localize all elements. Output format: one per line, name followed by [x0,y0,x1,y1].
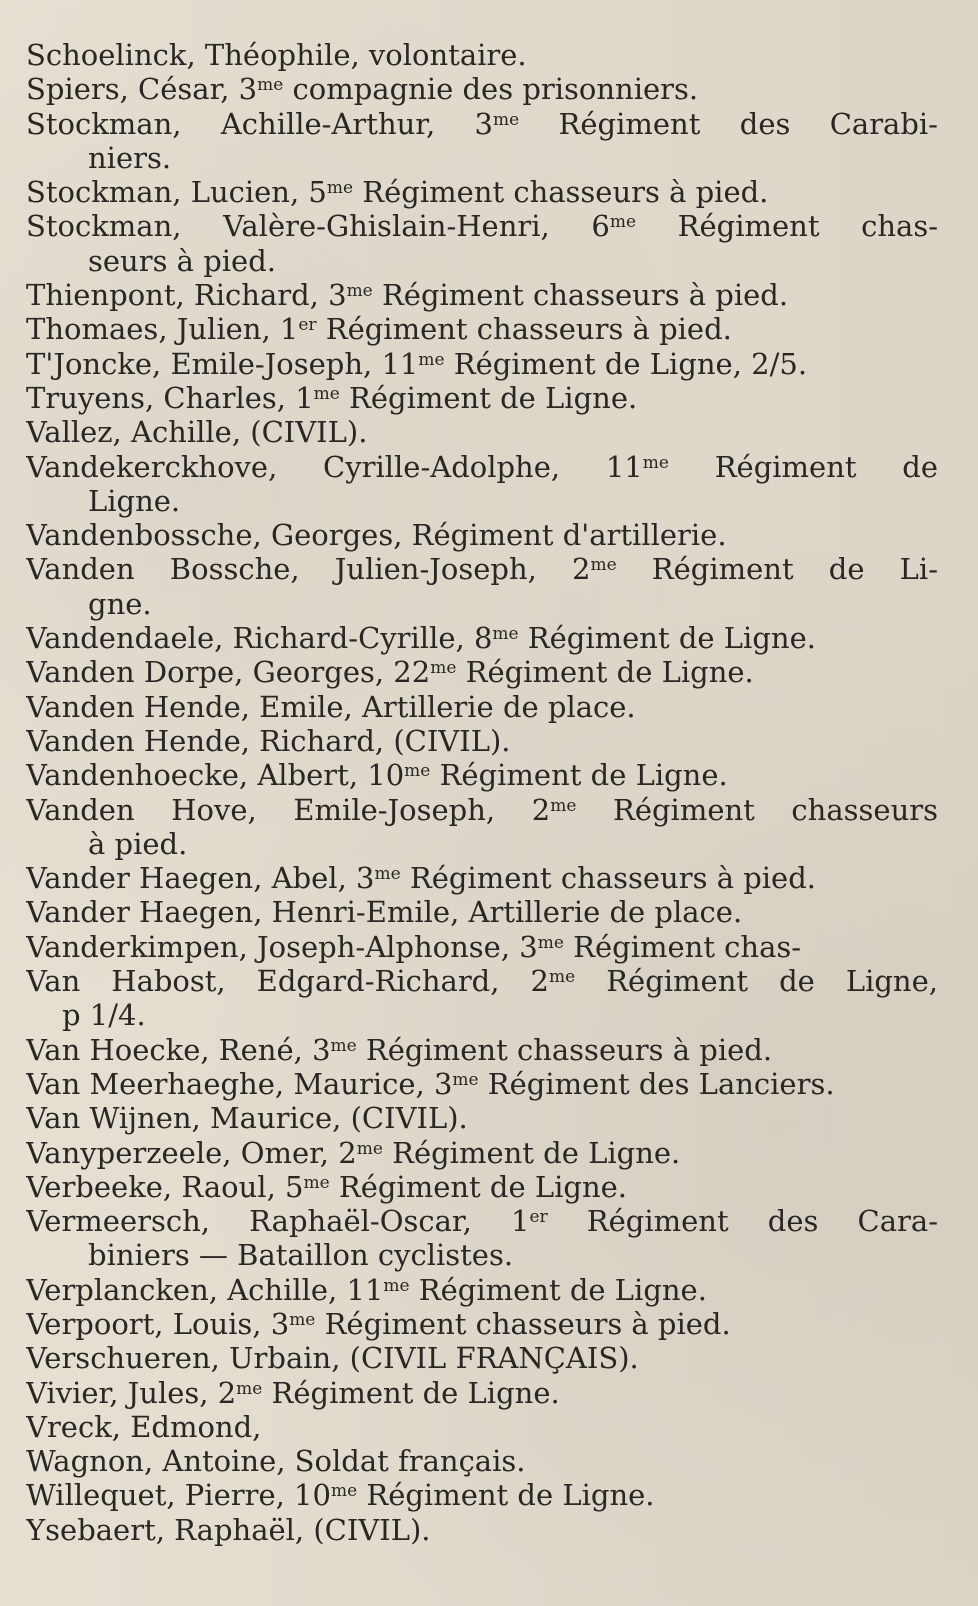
entry-text: Vanden Bossche, Julien-Joseph, 2 [26,552,591,587]
entry-text: Vander Haegen, Abel, 3 [26,861,375,896]
ordinal-suffix: me [289,1309,316,1330]
entry-unit: Régiment des Cara- [547,1204,938,1239]
entry-unit: Régiment de Ligne. [409,1272,707,1307]
entry-line [26,450,938,484]
entry-line [26,1067,938,1101]
entry-text: Vanyperzeele, Omer, 2 [26,1135,357,1170]
entry-text: Van Wijnen, Maurice, (CIVIL). [26,1101,468,1136]
entry-line [26,1273,938,1307]
entry-text: Stockman, Lucien, 5 [26,175,327,210]
entry-unit: Régiment de Li- [616,552,938,587]
entry-line [26,1033,938,1067]
entry-text: Van Hoecke, René, 3 [26,1032,331,1067]
entry-text: Verplancken, Achille, 11 [26,1272,384,1307]
entry-line [26,1444,938,1478]
entry-line [26,1513,938,1547]
entry-line [26,861,938,895]
entry-unit: compagnie des prisonniers. [283,72,699,107]
ordinal-suffix: me [418,349,445,370]
entry-unit: Régiment chasseurs à pied. [356,1032,773,1067]
entry-unit: Régiment chas- [563,929,802,964]
casualty-list [26,38,938,1547]
entry-line [26,518,938,552]
entry-text: Vanderkimpen, Joseph-Alphonse, 3 [26,929,538,964]
entry-line [26,552,938,586]
entry-line [26,1410,938,1444]
entry-continuation: seurs à pied. [88,243,276,278]
entry-text: Vandenbossche, Georges, Régiment d'artillerie. [26,518,727,553]
entry-text: Van Meerhaeghe, Maurice, 3 [26,1066,453,1101]
entry-text: T'Joncke, Emile-Joseph, 11 [26,346,419,381]
entry-line [26,964,938,998]
entry-continuation: p 1/4. [62,998,146,1033]
ordinal-suffix: me [493,109,520,130]
ordinal-suffix: me [642,452,669,473]
entry-unit: Régiment des Lanciers. [478,1066,835,1101]
entry-unit: Régiment de Ligne. [262,1375,560,1410]
entry-line [26,1341,938,1375]
entry-line [26,1307,938,1341]
entry-line [26,1204,938,1238]
entry-text: Vanden Dorpe, Georges, 22 [26,655,431,690]
entry-unit: Régiment de Ligne. [456,655,754,690]
ordinal-suffix: me [452,1069,479,1090]
entry-text: Verschueren, Urbain, (CIVIL FRANÇAIS). [26,1341,639,1376]
entry-unit: Régiment chasseurs à pied. [353,175,769,210]
entry-text: Vandenhoecke, Albert, 10 [26,758,405,793]
entry-unit: Régiment de Ligne. [339,380,638,415]
entry-continuation: à pied. [88,826,188,861]
entry-text: Vanden Hende, Emile, Artillerie de place. [26,689,636,724]
entry-unit: Régiment de Ligne. [357,1478,655,1513]
ordinal-suffix: me [404,761,431,782]
entry-text: Spiers, César, 3 [26,72,258,107]
ordinal-suffix: er [529,1207,548,1228]
entry-unit: Régiment de Ligne. [518,621,816,656]
entry-text: Willequet, Pierre, 10 [26,1478,331,1513]
entry-text: Wagnon, Antoine, Soldat français. [26,1444,526,1479]
entry-continuation: niers. [88,140,172,175]
entry-text: Vanden Hove, Emile-Joseph, 2 [26,792,551,827]
entry-line [26,1170,938,1204]
ordinal-suffix: me [374,864,401,885]
entry-text: Vandendaele, Richard-Cyrille, 8 [26,621,493,656]
ordinal-suffix: me [356,1138,383,1159]
entry-text: Vanden Hende, Richard, (CIVIL). [26,723,511,758]
entry-text: Schoelinck, Théophile, volontaire. [26,38,527,72]
entry-text: Truyens, Charles, 1 [26,380,314,415]
entry-line [26,1136,938,1170]
entry-line [26,793,938,827]
ordinal-suffix: me [303,1172,330,1193]
ordinal-suffix: me [609,212,637,233]
entry-text: Vreck, Edmond, [26,1409,262,1444]
entry-unit: Régiment de Ligne, 2/5. [444,346,808,381]
ordinal-suffix: er [298,315,317,336]
entry-unit: Régiment chasseurs [576,792,938,827]
entry-unit: Régiment chasseurs à pied. [316,312,732,347]
entry-text: Stockman, Achille-Arthur, 3 [26,106,494,141]
entry-line [26,72,938,106]
entry-line [26,758,938,792]
entry-line [26,1376,938,1410]
ordinal-suffix: me [236,1378,263,1399]
entry-line [26,1478,938,1512]
entry-line [26,175,938,209]
entry-line [26,415,938,449]
ordinal-suffix: me [313,383,340,404]
ordinal-suffix: me [346,281,373,302]
ordinal-suffix: me [326,178,354,199]
entry-text: Thomaes, Julien, 1 [26,312,299,347]
entry-text: Thienpont, Richard, 3 [26,278,347,313]
entry-continuation: gne. [88,586,152,621]
ordinal-suffix: me [492,624,519,645]
entry-unit: Régiment chasseurs à pied. [315,1306,731,1341]
entry-unit: Régiment de Ligne. [430,758,728,793]
entry-text: Van Habost, Edgard-Richard, 2 [26,964,549,999]
entry-unit: Régiment de Ligne, [575,964,938,999]
entry-line [26,690,938,724]
entry-line [26,655,938,689]
entry-text: Verbeeke, Raoul, 5 [26,1169,304,1204]
entry-unit: Régiment des Carabi- [519,106,938,141]
entry-continuation: biniers — Bataillon cyclistes. [88,1238,514,1273]
entry-line [26,312,938,346]
ordinal-suffix: me [383,1275,410,1296]
entry-line [26,278,938,312]
entry-text: Verpoort, Louis, 3 [26,1306,290,1341]
ordinal-suffix: me [430,658,457,679]
entry-line [26,347,938,381]
entry-unit: Régiment de Ligne. [329,1169,628,1204]
entry-unit: Régiment chasseurs à pied. [372,278,789,313]
ordinal-suffix: me [590,555,617,576]
entry-text: Stockman, Valère-Ghislain-Henri, 6 [26,209,610,244]
ordinal-suffix: me [537,932,564,953]
entry-text: Vander Haegen, Henri-Emile, Artillerie de place. [26,895,743,930]
entry-line [26,621,938,655]
entry-unit: Régiment de Ligne. [382,1135,681,1170]
entry-line [26,1101,938,1135]
entry-text: Vallez, Achille, (CIVIL). [26,415,368,450]
entry-line [26,930,938,964]
ordinal-suffix: me [330,1035,357,1056]
entry-text: Ysebaert, Raphaël, (CIVIL). [26,1512,431,1547]
entry-unit: Régiment de [668,449,938,484]
entry-line [26,38,938,72]
entry-unit: Régiment chas- [636,209,938,244]
entry-text: Vandekerckhove, Cyrille-Adolphe, 11 [26,449,643,484]
entry-line [26,209,938,243]
ordinal-suffix: me [257,75,284,96]
ordinal-suffix: me [548,967,576,988]
entry-text: Vermeersch, Raphaël-Oscar, 1 [26,1204,530,1239]
entry-unit: Régiment chasseurs à pied. [400,861,816,896]
entry-line [26,381,938,415]
ordinal-suffix: me [330,1481,358,1502]
entry-line [26,724,938,758]
entry-continuation: Ligne. [88,483,181,518]
ordinal-suffix: me [550,795,577,816]
entry-line [26,895,938,929]
entry-text: Vivier, Jules, 2 [26,1375,237,1410]
entry-line [26,107,938,141]
